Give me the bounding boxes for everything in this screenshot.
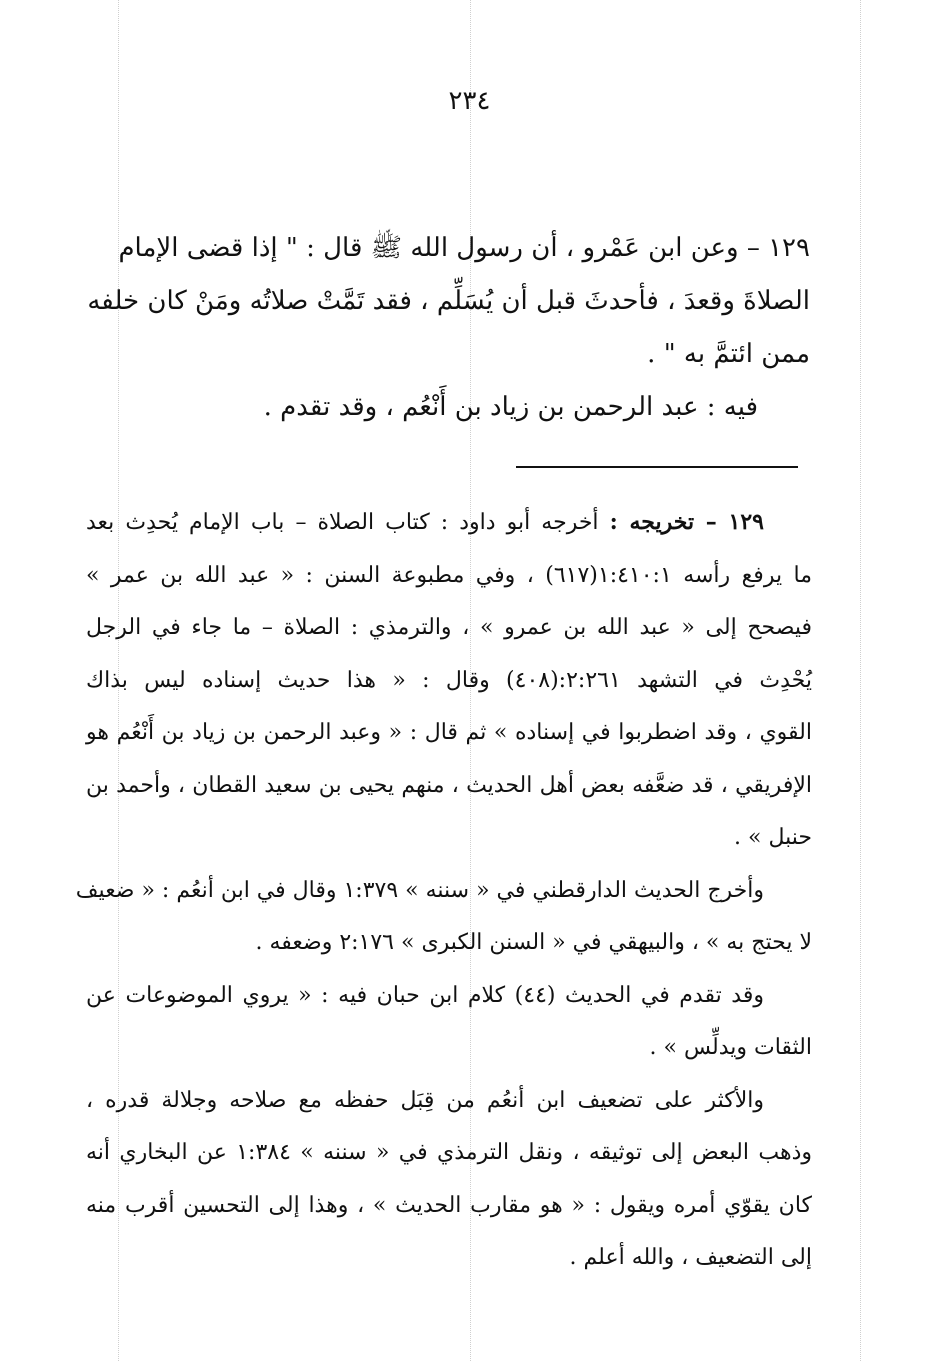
takhrij-line: يُحْدِث في التشهد ٢:٢٦١:(٤٠٨) وقال : « هذا حديث إسناده ليس بذاك <box>86 667 812 693</box>
paragraph-line: لا يحتج به » ، والبيهقي في « السنن الكبرى » ٢:١٧٦ وضعفه . <box>255 930 812 955</box>
hadith-line: ممن ائتمَّ به " . <box>647 339 810 369</box>
paragraph-line: وقد تقدم في الحديث (٤٤) كلام ابن حبان فيه : « يروي الموضوعات عن <box>86 982 764 1008</box>
narrator-note: فيه : عبد الرحمن بن زياد بن أَنْعُم ، وقد تقدم . <box>263 392 758 422</box>
paragraph-line: وأخرج الحديث الدارقطني في « سننه » ١:٣٧٩ وقال في ابن أنعُم : « ضعيف <box>75 877 764 903</box>
takhrij-line: الإفريقي ، قد ضعَّفه بعض أهل الحديث ، منهم يحيى بن سعيد القطان ، وأحمد بن <box>86 772 812 798</box>
takhrij-line: فيصحح إلى « عبد الله بن عمرو » ، والترمذي : الصلاة – ما جاء في الرجل <box>86 615 812 640</box>
hadith-line: ١٢٩ – وعن ابن عَمْرو ، أن رسول الله ﷺ قال : " إذا قضى الإمام <box>118 233 810 263</box>
paragraph-line: وذهب البعض إلى توثيقه ، ونقل الترمذي في « سننه » ١:٣٨٤ عن البخاري أنه <box>86 1140 812 1165</box>
takhrij-first-line <box>86 496 812 550</box>
page-number: ٢٣٤ <box>448 86 491 116</box>
paragraph-line: الثقات ويدلِّس » . <box>649 1035 812 1060</box>
scan-artifact <box>860 0 861 1361</box>
footnote-separator <box>516 466 798 468</box>
takhrij-line: أخرجه أبو داود : كتاب الصلاة – باب الإمام يُحدِث بعد <box>86 510 599 535</box>
takhrij-heading: ١٢٩ – تخريجه : <box>609 509 764 535</box>
hadith-text <box>82 222 810 434</box>
takhrij-line: ما يرفع رأسه ١:٤١٠:١(٦١٧) ، وفي مطبوعة السنن : « عبد الله بن عمر » <box>86 562 812 588</box>
takhrij-line: القوي ، وقد اضطربوا في إسناده » ثم قال : « وعبد الرحمن بن زياد بن أَنْعُم هو <box>86 720 812 745</box>
paragraph-line: والأكثر على تضعيف ابن أنعُم من قِبَل حفظه مع صلاحه وجلالة قدره ، <box>86 1087 764 1113</box>
paragraph-line: إلى التضعيف ، والله أعلم . <box>569 1245 812 1270</box>
takhrij-section <box>75 496 812 1285</box>
paragraph-line: كان يقوّي أمره ويقول : « هو مقارب الحديث » ، وهذا إلى التحسين أقرب منه <box>86 1192 812 1218</box>
takhrij-line: حنبل » . <box>734 825 812 850</box>
hadith-line: الصلاةَ وقعدَ ، فأحدثَ قبل أن يُسَلِّم ، فقد تَمَّتْ صلاتُه ومَنْ كان خلفه <box>87 286 810 316</box>
